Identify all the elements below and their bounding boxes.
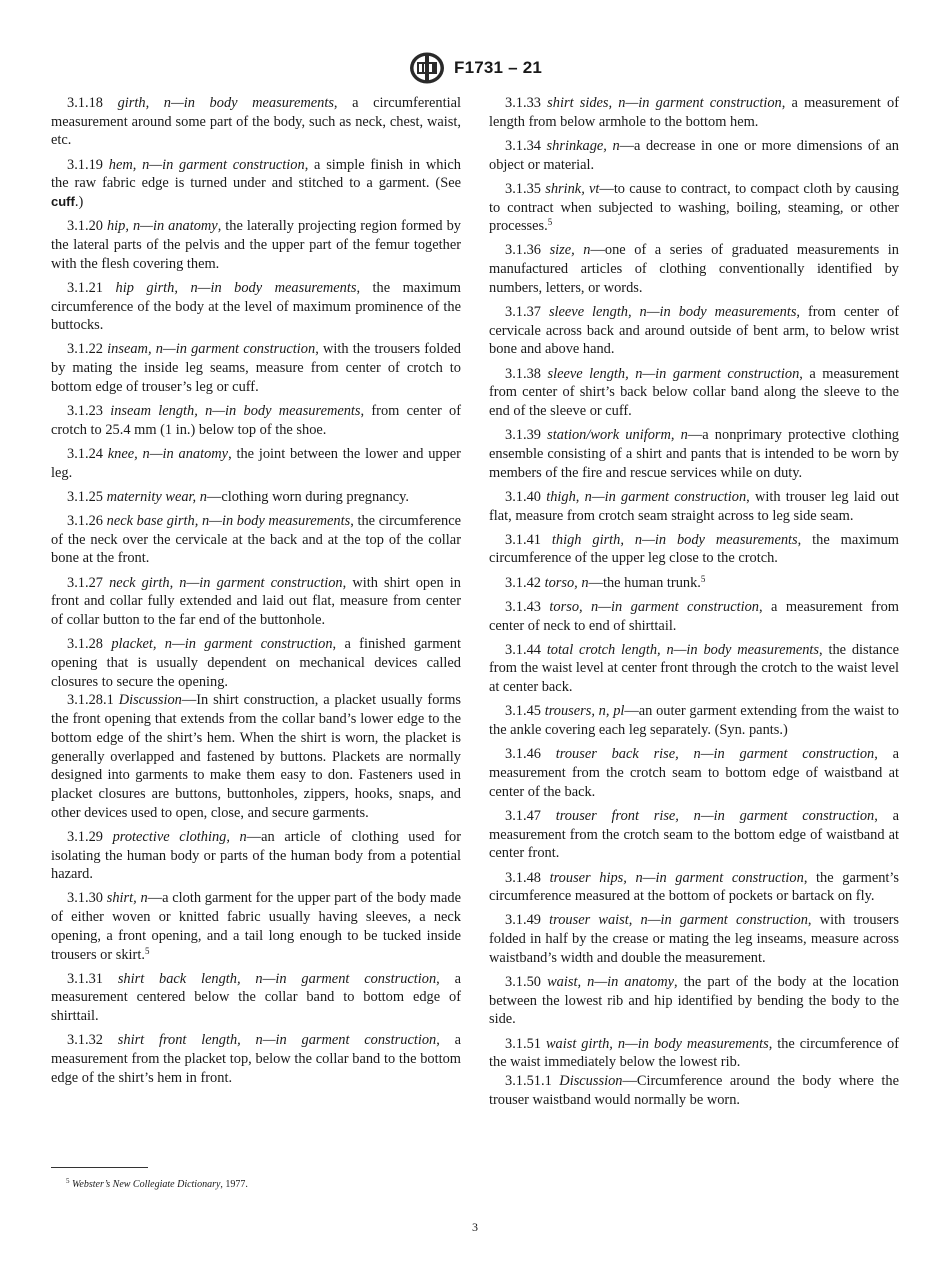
entry-term: neck base girth, n—in body measurements — [106, 513, 351, 530]
entry-number: 3.1.31 — [67, 970, 103, 987]
entry-term: maternity wear, n — [106, 488, 207, 505]
entry-term: thigh girth, n—in body measurements — [551, 531, 798, 548]
definition-entry — [489, 641, 899, 697]
entry-number: 3.1.41 — [505, 531, 541, 548]
definition-entry — [51, 217, 461, 273]
entry-number: 3.1.40 — [505, 488, 541, 505]
entry-text-after: .) — [74, 194, 84, 211]
entry-text: , a simple finish in which the raw fabric edge is turned under and stitched to a garment. (See — [51, 156, 461, 192]
entry-term: Discussion — [118, 692, 182, 709]
entry-number: 3.1.47 — [505, 807, 541, 824]
entry-term: knee, n—in anatomy — [107, 445, 229, 462]
entry-number: 3.1.51 — [505, 1035, 541, 1052]
entry-number: 3.1.48 — [505, 869, 541, 886]
entry-number: 3.1.43 — [505, 598, 541, 615]
definition-entry — [489, 241, 899, 297]
entry-term: neck girth, n—in garment construction — [109, 574, 343, 591]
definition-entry — [51, 445, 461, 482]
entry-term: torso, n—in garment construction — [549, 598, 760, 615]
entry-term: station/work uniform, n — [547, 427, 688, 444]
definition-entry — [51, 1031, 461, 1087]
entry-number: 3.1.44 — [505, 641, 541, 658]
footnote-ref: 5 — [547, 217, 553, 228]
entry-term: trouser waist, n—in garment construction — [549, 912, 808, 929]
entry-term: Discussion — [559, 1073, 623, 1090]
entry-text: —the human trunk. — [588, 574, 701, 591]
entry-term: waist girth, n—in body measurements — [545, 1035, 769, 1052]
entry-term: thigh, n—in garment construction — [546, 488, 747, 505]
entry-text: —a nonprimary protective clothing ensemble consisting of a shirt and pants that is intended to be worn by members of the fire and rescue services while on duty. — [489, 427, 899, 481]
entry-term: sleeve length, n—in body measurements — [548, 304, 797, 321]
entry-number: 3.1.22 — [67, 341, 103, 358]
entry-term: protective clothing, n — [112, 828, 247, 845]
definition-entry — [51, 889, 461, 964]
definition-entry — [51, 156, 461, 212]
entry-text: , with trousers folded in half by the crease or mating the leg inseams, measure across waistband’s width and double the measurement. — [489, 912, 899, 966]
entry-number: 3.1.18 — [67, 95, 103, 111]
entry-number: 3.1.30 — [67, 890, 103, 907]
entry-number: 3.1.23 — [67, 403, 103, 420]
entry-text: , the part of the body at the location between the lowest rib and hip identified by bending the body to the side. — [489, 974, 899, 1028]
entry-number: 3.1.35 — [505, 180, 541, 197]
entry-term: hip girth, n—in body measurements — [115, 279, 357, 296]
entry-text: , a measurement from the placket top, below the collar band to the bottom edge of the shirt’s hem in front. — [51, 1032, 461, 1086]
entry-number: 3.1.45 — [505, 703, 541, 720]
entry-number: 3.1.28.1 — [67, 692, 114, 709]
entry-term: hip, n—in anatomy — [106, 218, 218, 235]
entry-term: torso, n — [544, 574, 589, 591]
entry-number: 3.1.50 — [505, 974, 541, 991]
entry-term: shrink, vt — [545, 180, 600, 197]
entry-number: 3.1.26 — [67, 513, 103, 530]
entry-text: —a cloth garment for the upper part of the body made of either woven or knitted fabric usually having sleeves, a neck opening, a front opening, and a tail long enough to be tucked inside trousers or skirt. — [51, 890, 461, 963]
entry-number: 3.1.49 — [505, 912, 541, 929]
definition-entry — [51, 279, 461, 335]
entry-text: , a measurement from center of neck to end of shirttail. — [489, 598, 899, 634]
definition-entry — [489, 94, 899, 131]
footnote-ref: 5 — [144, 945, 150, 956]
entry-text: , with trouser leg laid out flat, measure from crotch seam straight across to leg side seam. — [489, 488, 899, 524]
page-number: 3 — [472, 1220, 478, 1234]
definition-entry — [51, 512, 461, 568]
entry-number: 3.1.32 — [67, 1032, 103, 1049]
definition-entry — [489, 973, 899, 1029]
entry-term: sleeve length, n—in garment construction — [547, 365, 800, 382]
entry-term: waist, n—in anatomy — [547, 974, 674, 991]
entry-number: 3.1.29 — [67, 828, 103, 845]
entry-term: placket, n—in garment construction — [111, 636, 333, 653]
definition-entry — [489, 598, 899, 635]
definition-entry — [489, 365, 899, 421]
definition-entry — [51, 402, 461, 439]
entry-number: 3.1.24 — [67, 445, 103, 462]
entry-text: —In shirt construction, a placket usually forms the front opening that extends from the collar band’s lower edge to the bottom edge of the shirt’s hem. When the shirt is worn, the placket is generally overlapped and fastened by buttons. Plackets are normally designed into garments to make them easy to don. Fasteners used in placket closures are buttons, buttonholes, zippers, hooks, snaps, and other devices used to open, close, and secure garments. — [51, 692, 461, 821]
entry-number: 3.1.21 — [67, 279, 103, 296]
entry-number: 3.1.38 — [505, 365, 541, 382]
cross-reference: cuff — [51, 194, 75, 210]
entry-text: , a measurement centered below the collar band to bottom edge of shirttail. — [51, 970, 461, 1025]
definition-entry — [51, 488, 461, 507]
entry-term: shirt sides, n—in garment construction — [547, 95, 782, 111]
entry-term: hem, n—in garment construction — [108, 156, 305, 173]
entry-term: shirt back length, n—in garment construction — [117, 970, 437, 987]
entry-text: , a finished garment opening that is usually dependent on mechanical devices called closures to secure the opening. — [51, 636, 461, 690]
footnote-text: , 1977. — [220, 1179, 248, 1190]
definition-entry — [489, 869, 899, 906]
entry-term: trouser hips, n—in garment construction — [549, 869, 804, 886]
entry-text: , with the trousers folded by mating the inside leg seams, measure from center of crotch to bottom edge of trouser’s leg or cuff. — [51, 341, 461, 395]
entry-number: 3.1.19 — [67, 156, 103, 173]
entry-text: , a measurement from center of shirt’s back below collar band along the sleeve to the end of the sleeve or cuff. — [489, 365, 899, 420]
definition-entry — [489, 745, 899, 801]
entry-text: , the distance from the waist level at center front through the crotch to the waist level at center back. — [489, 641, 899, 696]
entry-term: trouser back rise, n—in garment construction — [555, 746, 875, 763]
definition-entry — [51, 340, 461, 396]
standard-designation: F1731 – 21 — [453, 58, 542, 77]
definition-entry — [489, 180, 899, 236]
definition-entry — [489, 426, 899, 482]
entry-number: 3.1.34 — [505, 137, 541, 154]
footnote-ref: 5 — [700, 573, 706, 584]
definition-entry — [51, 691, 461, 822]
definition-entry — [489, 488, 899, 525]
entry-text: , with shirt open in front and collar fully extended and laid out flat, measure from center of collar button to the far end of the buttonhole. — [51, 574, 461, 629]
entry-number: 3.1.42 — [505, 574, 541, 591]
entry-text: , a circumferential measurement around some part of the body, such as neck, chest, waist, etc. — [51, 95, 461, 149]
entry-text: —a decrease in one or more dimensions of an object or material. — [489, 137, 899, 173]
definition-entry — [489, 807, 899, 863]
entry-text: —Circumference around the body where the trouser waistband would normally be worn. — [489, 1073, 899, 1108]
entry-text: , the maximum circumference of the upper leg close to the crotch. — [489, 531, 899, 567]
entry-term: shirt, n — [106, 890, 148, 907]
definition-entry — [489, 1035, 899, 1072]
entry-text: , a measurement from the crotch seam to bottom edge of waistband at center of the back. — [489, 746, 899, 800]
entry-term: shrinkage, n — [546, 137, 620, 154]
entry-term: total crotch length, n—in body measurements — [546, 641, 820, 658]
entry-term: trouser front rise, n—in garment construction — [555, 807, 875, 824]
entry-text: , from center of cervicale across back and around outside of bent arm, to below wrist bone and above hand. — [489, 304, 899, 358]
footnote-mark: 5 — [66, 1177, 70, 1185]
entry-number: 3.1.39 — [505, 427, 541, 444]
right-column — [489, 94, 899, 1115]
entry-text: —to cause to contract, to compact cloth by causing to contract when subjected to washing, boiling, steaming, or other processes. — [489, 180, 899, 235]
entry-number: 3.1.46 — [505, 746, 541, 763]
definition-entry — [489, 702, 899, 739]
definition-entry — [489, 574, 899, 593]
footnote-rule — [51, 1167, 148, 1168]
entry-number: 3.1.33 — [505, 95, 541, 111]
left-column — [51, 94, 461, 1093]
footnote — [66, 1179, 248, 1190]
entry-number: 3.1.20 — [67, 218, 103, 235]
definition-entry — [51, 828, 461, 884]
entry-text: , a measurement from the crotch seam to the bottom edge of waistband at center front. — [489, 807, 899, 862]
definition-entry — [489, 531, 899, 568]
astm-logo-icon — [408, 51, 446, 85]
entry-text: , the laterally projecting region formed by the lateral parts of the pelvis and the upper part of the femur together with the flesh covering them. — [51, 218, 461, 272]
entry-text: —an article of clothing used for isolating the human body or parts of the human body from a potential hazard. — [51, 828, 462, 883]
entry-term: inseam length, n—in body measurements — [110, 403, 361, 420]
entry-term: size, n — [549, 242, 591, 259]
page-header — [0, 50, 950, 86]
entry-term: girth, n—in body measurements — [117, 95, 334, 111]
entry-number: 3.1.36 — [505, 242, 541, 259]
footnote-title: Webster’s New Collegiate Dictionary — [72, 1179, 221, 1190]
entry-text: , the joint between the lower and upper leg. — [51, 445, 461, 481]
entry-text: —one of a series of graduated measurements in manufactured articles of clothing conventionally identified by numbers, letters, or words. — [489, 242, 899, 296]
entry-text: —clothing worn during pregnancy. — [206, 488, 410, 505]
definition-entry — [51, 574, 461, 630]
entry-number: 3.1.25 — [67, 488, 103, 505]
entry-number: 3.1.28 — [67, 636, 103, 653]
definition-entry — [51, 635, 461, 691]
definition-entry — [51, 94, 461, 150]
definition-entry — [489, 1072, 899, 1109]
definition-entry — [51, 970, 461, 1026]
entry-term: shirt front length, n—in garment construction — [117, 1032, 437, 1049]
entry-number: 3.1.27 — [67, 574, 103, 591]
entry-text: , a measurement of length from below armhole to the bottom hem. — [489, 95, 899, 130]
entry-text: —an outer garment extending from the waist to the ankle covering each leg separately. (Syn. pants.) — [489, 703, 899, 739]
entry-text: , the maximum circumference of the body at the level of maximum prominence of the buttocks. — [51, 279, 461, 334]
entry-number: 3.1.51.1 — [505, 1073, 552, 1090]
entry-term: inseam, n—in garment construction — [107, 341, 316, 358]
entry-text: , the garment’s circumference measured at the bottom of pockets or bartack on fly. — [489, 869, 899, 905]
entry-term: trousers, n, pl — [544, 703, 625, 720]
definition-entry — [489, 303, 899, 359]
entry-text: , the circumference of the neck over the cervicale at the back and at the top of the collar bone at the front. — [51, 513, 462, 567]
definition-entry — [489, 137, 899, 174]
entry-number: 3.1.37 — [505, 304, 541, 321]
entry-text: , from center of crotch to 25.4 mm (1 in.) below top of the shoe. — [51, 403, 461, 438]
definition-entry — [489, 911, 899, 967]
entry-text: , the circumference of the waist immediately below the lowest rib. — [489, 1035, 899, 1071]
